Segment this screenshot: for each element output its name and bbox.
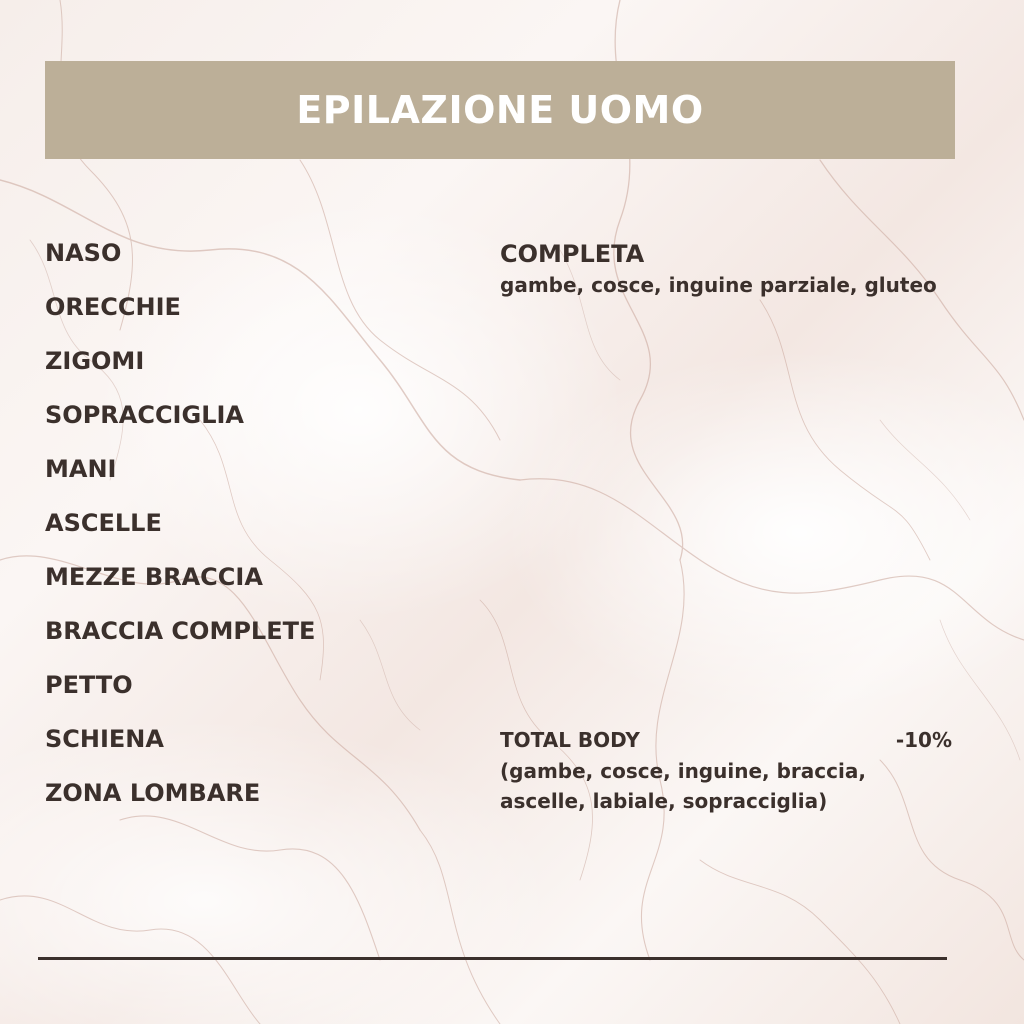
completa-block: [500, 239, 950, 299]
list-item: MANI: [45, 455, 117, 483]
page-title: EPILAZIONE UOMO: [296, 88, 704, 132]
total-body-description: (gambe, cosce, inguine, braccia, ascelle, labiale, sopracciglia): [500, 759, 866, 813]
completa-description: gambe, cosce, inguine parziale, gluteo: [500, 273, 937, 297]
list-item: SCHIENA: [45, 725, 164, 753]
list-item: MEZZE BRACCIA: [45, 563, 263, 591]
list-item: PETTO: [45, 671, 133, 699]
treatment-list: [45, 238, 315, 832]
total-body-discount: -10%: [895, 728, 952, 752]
title-banner: [45, 61, 955, 159]
total-body-header: [500, 726, 952, 754]
list-item: ZIGOMI: [45, 347, 145, 375]
list-item: NASO: [45, 239, 122, 267]
list-item: SOPRACCIGLIA: [45, 401, 244, 429]
total-body-block: [500, 726, 952, 816]
list-item: ASCELLE: [45, 509, 162, 537]
divider: [38, 957, 947, 960]
completa-heading: COMPLETA: [500, 240, 645, 268]
list-item: ZONA LOMBARE: [45, 779, 261, 807]
list-item: BRACCIA COMPLETE: [45, 617, 316, 645]
list-item: ORECCHIE: [45, 293, 181, 321]
total-body-heading: TOTAL BODY: [500, 728, 640, 752]
